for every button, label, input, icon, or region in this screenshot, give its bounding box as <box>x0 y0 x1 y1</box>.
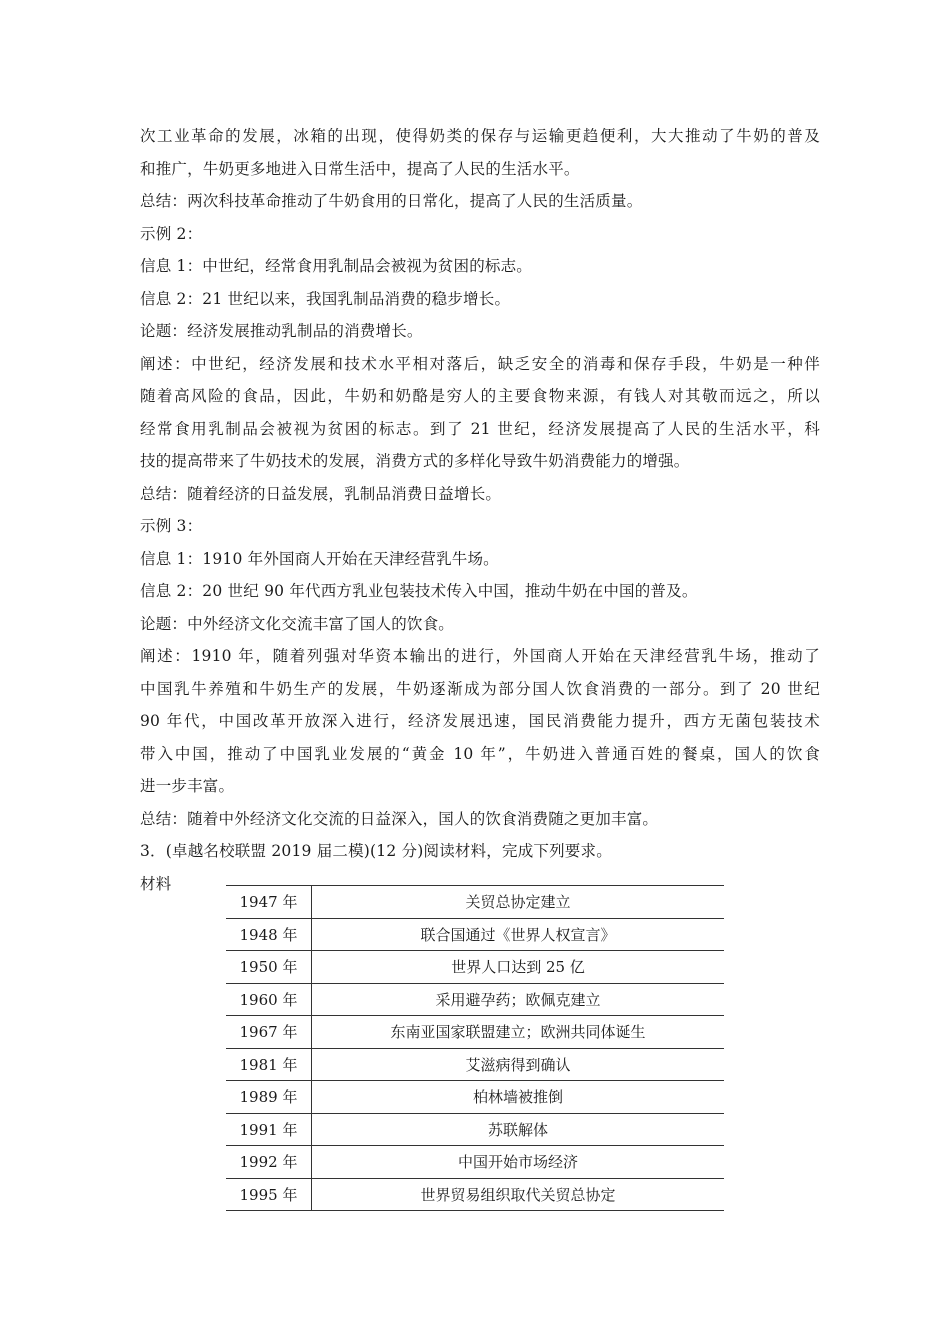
year-cell: 1991 年 <box>226 1113 312 1146</box>
event-cell: 世界人口达到 25 亿 <box>312 951 725 984</box>
paragraph-line: 技的提高带来了牛奶技术的发展，消费方式的多样化导致牛奶消费能力的增强。 <box>140 452 690 470</box>
table-row <box>226 951 724 984</box>
year-cell: 1950 年 <box>226 951 312 984</box>
event-cell: 艾滋病得到确认 <box>312 1048 725 1081</box>
year-cell: 1947 年 <box>226 886 312 919</box>
paragraph-line: 带入中国，推动了中国乳业发展的“黄金 10 年”，牛奶进入普通百姓的餐桌，国人的饮食 <box>140 744 820 763</box>
year-cell: 1995 年 <box>226 1178 312 1211</box>
event-cell: 东南亚国家联盟建立；欧洲共同体诞生 <box>312 1016 725 1049</box>
event-cell: 苏联解体 <box>312 1113 725 1146</box>
table-row <box>226 1048 724 1081</box>
info-line: 信息 2：20 世纪 90 年代西方乳业包装技术传入中国，推动牛奶在中国的普及。 <box>140 582 698 600</box>
table-row <box>226 1113 724 1146</box>
table-row <box>226 983 724 1016</box>
thesis-line: 论题：经济发展推动乳制品的消费增长。 <box>140 322 423 340</box>
table-row <box>226 1178 724 1211</box>
example-heading: 示例 2： <box>140 224 203 243</box>
year-cell: 1981 年 <box>226 1048 312 1081</box>
table-row <box>226 918 724 951</box>
year-cell: 1992 年 <box>226 1146 312 1179</box>
paragraph-line: 阐述：中世纪，经济发展和技术水平相对落后，缺乏安全的消毒和保存手段，牛奶是一种伴 <box>140 354 820 373</box>
info-line: 信息 1：中世纪，经常食用乳制品会被视为贫困的标志。 <box>140 257 532 275</box>
paragraph-line: 随着高风险的食品，因此，牛奶和奶酪是穷人的主要食物来源，有钱人对其敬而远之，所以 <box>140 387 820 405</box>
year-cell: 1989 年 <box>226 1081 312 1114</box>
paragraph-line: 经常食用乳制品会被视为贫困的标志。到了 21 世纪，经济发展提高了人民的生活水平，科 <box>140 419 820 438</box>
year-cell: 1967 年 <box>226 1016 312 1049</box>
paragraph-line: 和推广，牛奶更多地进入日常生活中，提高了人民的生活水平。 <box>140 159 580 178</box>
summary-line: 总结：两次科技革命推动了牛奶食用的日常化，提高了人民的生活质量。 <box>140 192 643 210</box>
document-body <box>140 120 820 900</box>
paragraph-line: 中国乳牛养殖和牛奶生产的发展，牛奶逐渐成为部分国人饮食消费的一部分。到了 20 世纪 <box>140 679 820 698</box>
paragraph-line: 进一步丰富。 <box>140 777 235 795</box>
event-cell: 采用避孕药；欧佩克建立 <box>312 983 725 1016</box>
year-cell: 1960 年 <box>226 983 312 1016</box>
paragraph-line: 次工业革命的发展，冰箱的出现，使得奶类的保存与运输更趋便利，大大推动了牛奶的普及 <box>140 127 820 145</box>
event-cell: 中国开始市场经济 <box>312 1146 725 1179</box>
year-cell: 1948 年 <box>226 918 312 951</box>
example-heading: 示例 3： <box>140 517 203 535</box>
table-row <box>226 1146 724 1179</box>
thesis-line: 论题：中外经济文化交流丰富了国人的饮食。 <box>140 614 455 633</box>
event-cell: 柏林墙被推倒 <box>312 1081 725 1114</box>
table-row <box>226 886 724 919</box>
paragraph-line: 阐述：1910 年，随着列强对华资本输出的进行，外国商人开始在天津经营乳牛场，推动了 <box>140 647 820 665</box>
event-cell: 关贸总协定建立 <box>312 886 725 919</box>
table-row <box>226 1081 724 1114</box>
question-heading: 3．(卓越名校联盟 2019 届二模)(12 分)阅读材料，完成下列要求。 <box>140 842 612 860</box>
timeline-table <box>226 885 724 1211</box>
summary-line: 总结：随着经济的日益发展，乳制品消费日益增长。 <box>140 484 502 503</box>
table-row <box>226 1016 724 1049</box>
summary-line: 总结：随着中外经济文化交流的日益深入，国人的饮食消费随之更加丰富。 <box>140 809 659 828</box>
info-line: 信息 2：21 世纪以来，我国乳制品消费的稳步增长。 <box>140 289 511 308</box>
paragraph-line: 90 年代，中国改革开放深入进行，经济发展迅速，国民消费能力提升，西方无菌包装技术 <box>140 712 820 730</box>
event-cell: 世界贸易组织取代关贸总协定 <box>312 1178 725 1211</box>
material-label: 材料 <box>140 874 172 893</box>
info-line: 信息 1：1910 年外国商人开始在天津经营乳牛场。 <box>140 549 499 568</box>
event-cell: 联合国通过《世界人权宣言》 <box>312 918 725 951</box>
